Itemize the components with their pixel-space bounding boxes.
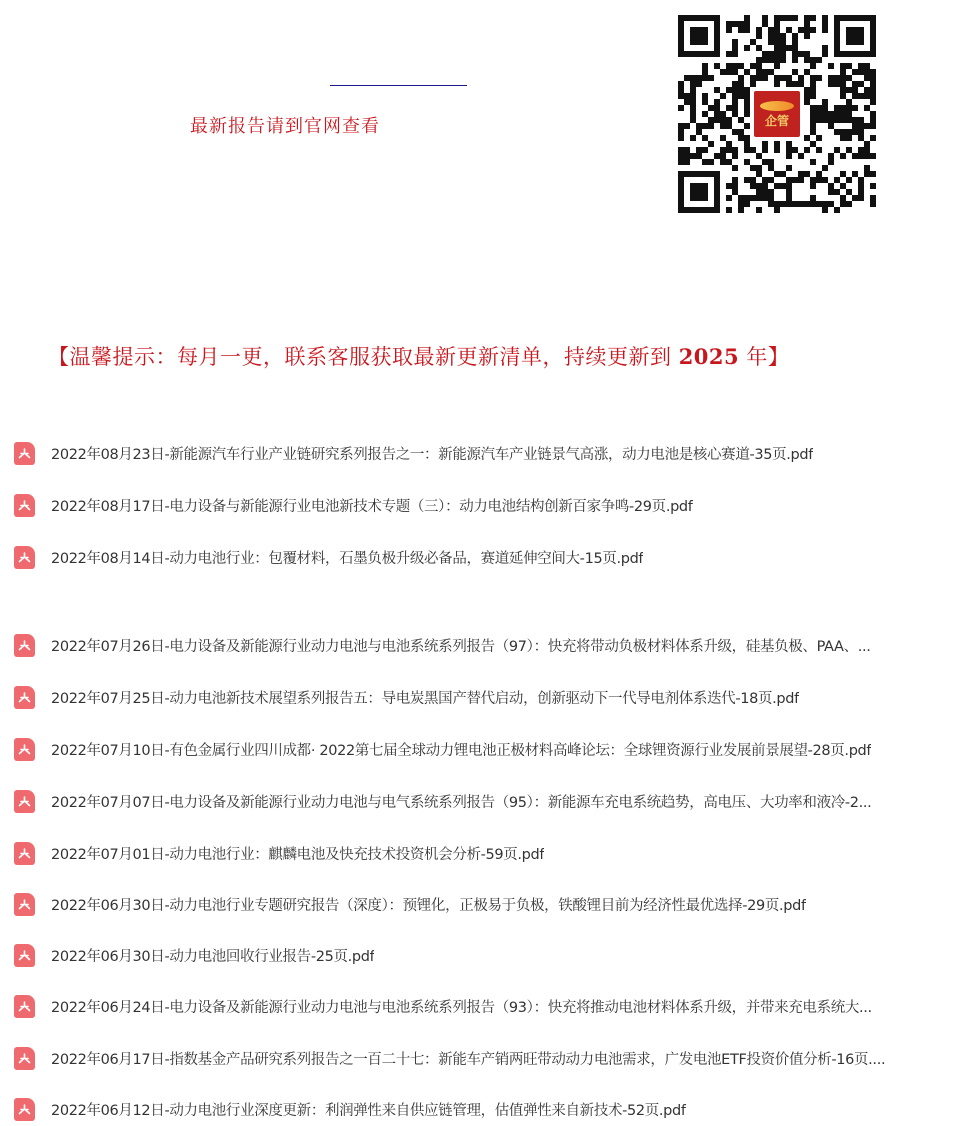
pdf-icon	[14, 442, 35, 465]
file-item[interactable]	[14, 993, 969, 1019]
logo-swoosh-icon	[760, 101, 794, 111]
pdf-icon	[14, 995, 35, 1018]
file-item[interactable]	[14, 942, 969, 968]
file-item[interactable]	[14, 736, 969, 762]
file-name: 2022年06月17日-指数基金产品研究系列报告之一百二十七：新能车产销两旺带动动力电池需求，广发电池ETF投资价值分析-16页....	[51, 1051, 886, 1068]
qr-logo-text: 企管	[764, 114, 789, 128]
file-name: 2022年07月10日-有色金属行业四川成都· 2022第七届全球动力锂电池正极材料高峰论坛：全球锂资源行业发展前景展望-28页.pdf	[51, 742, 872, 759]
pdf-icon	[14, 893, 35, 916]
update-tip	[48, 341, 789, 371]
file-name: 2022年07月26日-电力设备及新能源行业动力电池与电池系统系列报告（97）：快充将带动负极材料体系升级，硅基负极、PAA、...	[51, 638, 871, 655]
top-link-underline[interactable]	[330, 85, 467, 86]
tip-year: 2025	[678, 344, 740, 369]
file-name: 2022年07月01日-动力电池行业：麒麟电池及快充技术投资机会分析-59页.pdf	[51, 846, 545, 863]
file-item[interactable]	[14, 684, 969, 710]
file-item[interactable]	[14, 632, 969, 658]
file-item[interactable]	[14, 1096, 969, 1122]
qr-logo	[751, 88, 803, 140]
file-name: 2022年08月14日-动力电池行业：包覆材料，石墨负极升级必备品，赛道延伸空间大-15页.pdf	[51, 550, 644, 567]
pdf-icon	[14, 790, 35, 813]
file-name: 2022年06月30日-动力电池行业专题研究报告（深度）：预锂化，正极易于负极，铁酸锂目前为经济性最优选择-29页.pdf	[51, 897, 806, 914]
file-name: 2022年07月07日-电力设备及新能源行业动力电池与电气系统系列报告（95）：新能源车充电系统趋势，高电压、大功率和液冷-2...	[51, 794, 872, 811]
file-item[interactable]	[14, 840, 969, 866]
file-item[interactable]	[14, 1045, 969, 1071]
file-name: 2022年08月17日-电力设备与新能源行业电池新技术专题（三）：动力电池结构创新百家争鸣-29页.pdf	[51, 498, 693, 515]
pdf-icon	[14, 686, 35, 709]
qr-code	[678, 15, 876, 213]
official-site-notice: 最新报告请到官网查看	[190, 116, 380, 137]
file-item[interactable]	[14, 544, 969, 570]
pdf-icon	[14, 842, 35, 865]
file-item[interactable]	[14, 492, 969, 518]
pdf-icon	[14, 1098, 35, 1121]
pdf-icon	[14, 494, 35, 517]
pdf-icon	[14, 944, 35, 967]
file-name: 2022年08月23日-新能源汽车行业产业链研究系列报告之一：新能源汽车产业链景气高涨，动力电池是核心赛道-35页.pdf	[51, 446, 813, 463]
file-name: 2022年06月12日-动力电池行业深度更新：利润弹性来自供应链管理，估值弹性来自新技术-52页.pdf	[51, 1102, 686, 1119]
file-name: 2022年06月30日-动力电池回收行业报告-25页.pdf	[51, 948, 375, 965]
pdf-icon	[14, 1047, 35, 1070]
pdf-icon	[14, 634, 35, 657]
tip-suffix: 年】	[739, 345, 790, 369]
file-name: 2022年07月25日-动力电池新技术展望系列报告五：导电炭黑国产替代启动，创新驱动下一代导电剂体系迭代-18页.pdf	[51, 690, 799, 707]
file-item[interactable]	[14, 440, 969, 466]
pdf-icon	[14, 546, 35, 569]
file-name: 2022年06月24日-电力设备及新能源行业动力电池与电池系统系列报告（93）：快充将推动电池材料体系升级，并带来充电系统大...	[51, 999, 872, 1016]
tip-prefix: 【温馨提示：每月一更，联系客服获取最新更新清单，持续更新到	[48, 345, 679, 369]
file-item[interactable]	[14, 891, 969, 917]
file-item[interactable]	[14, 788, 969, 814]
pdf-icon	[14, 738, 35, 761]
